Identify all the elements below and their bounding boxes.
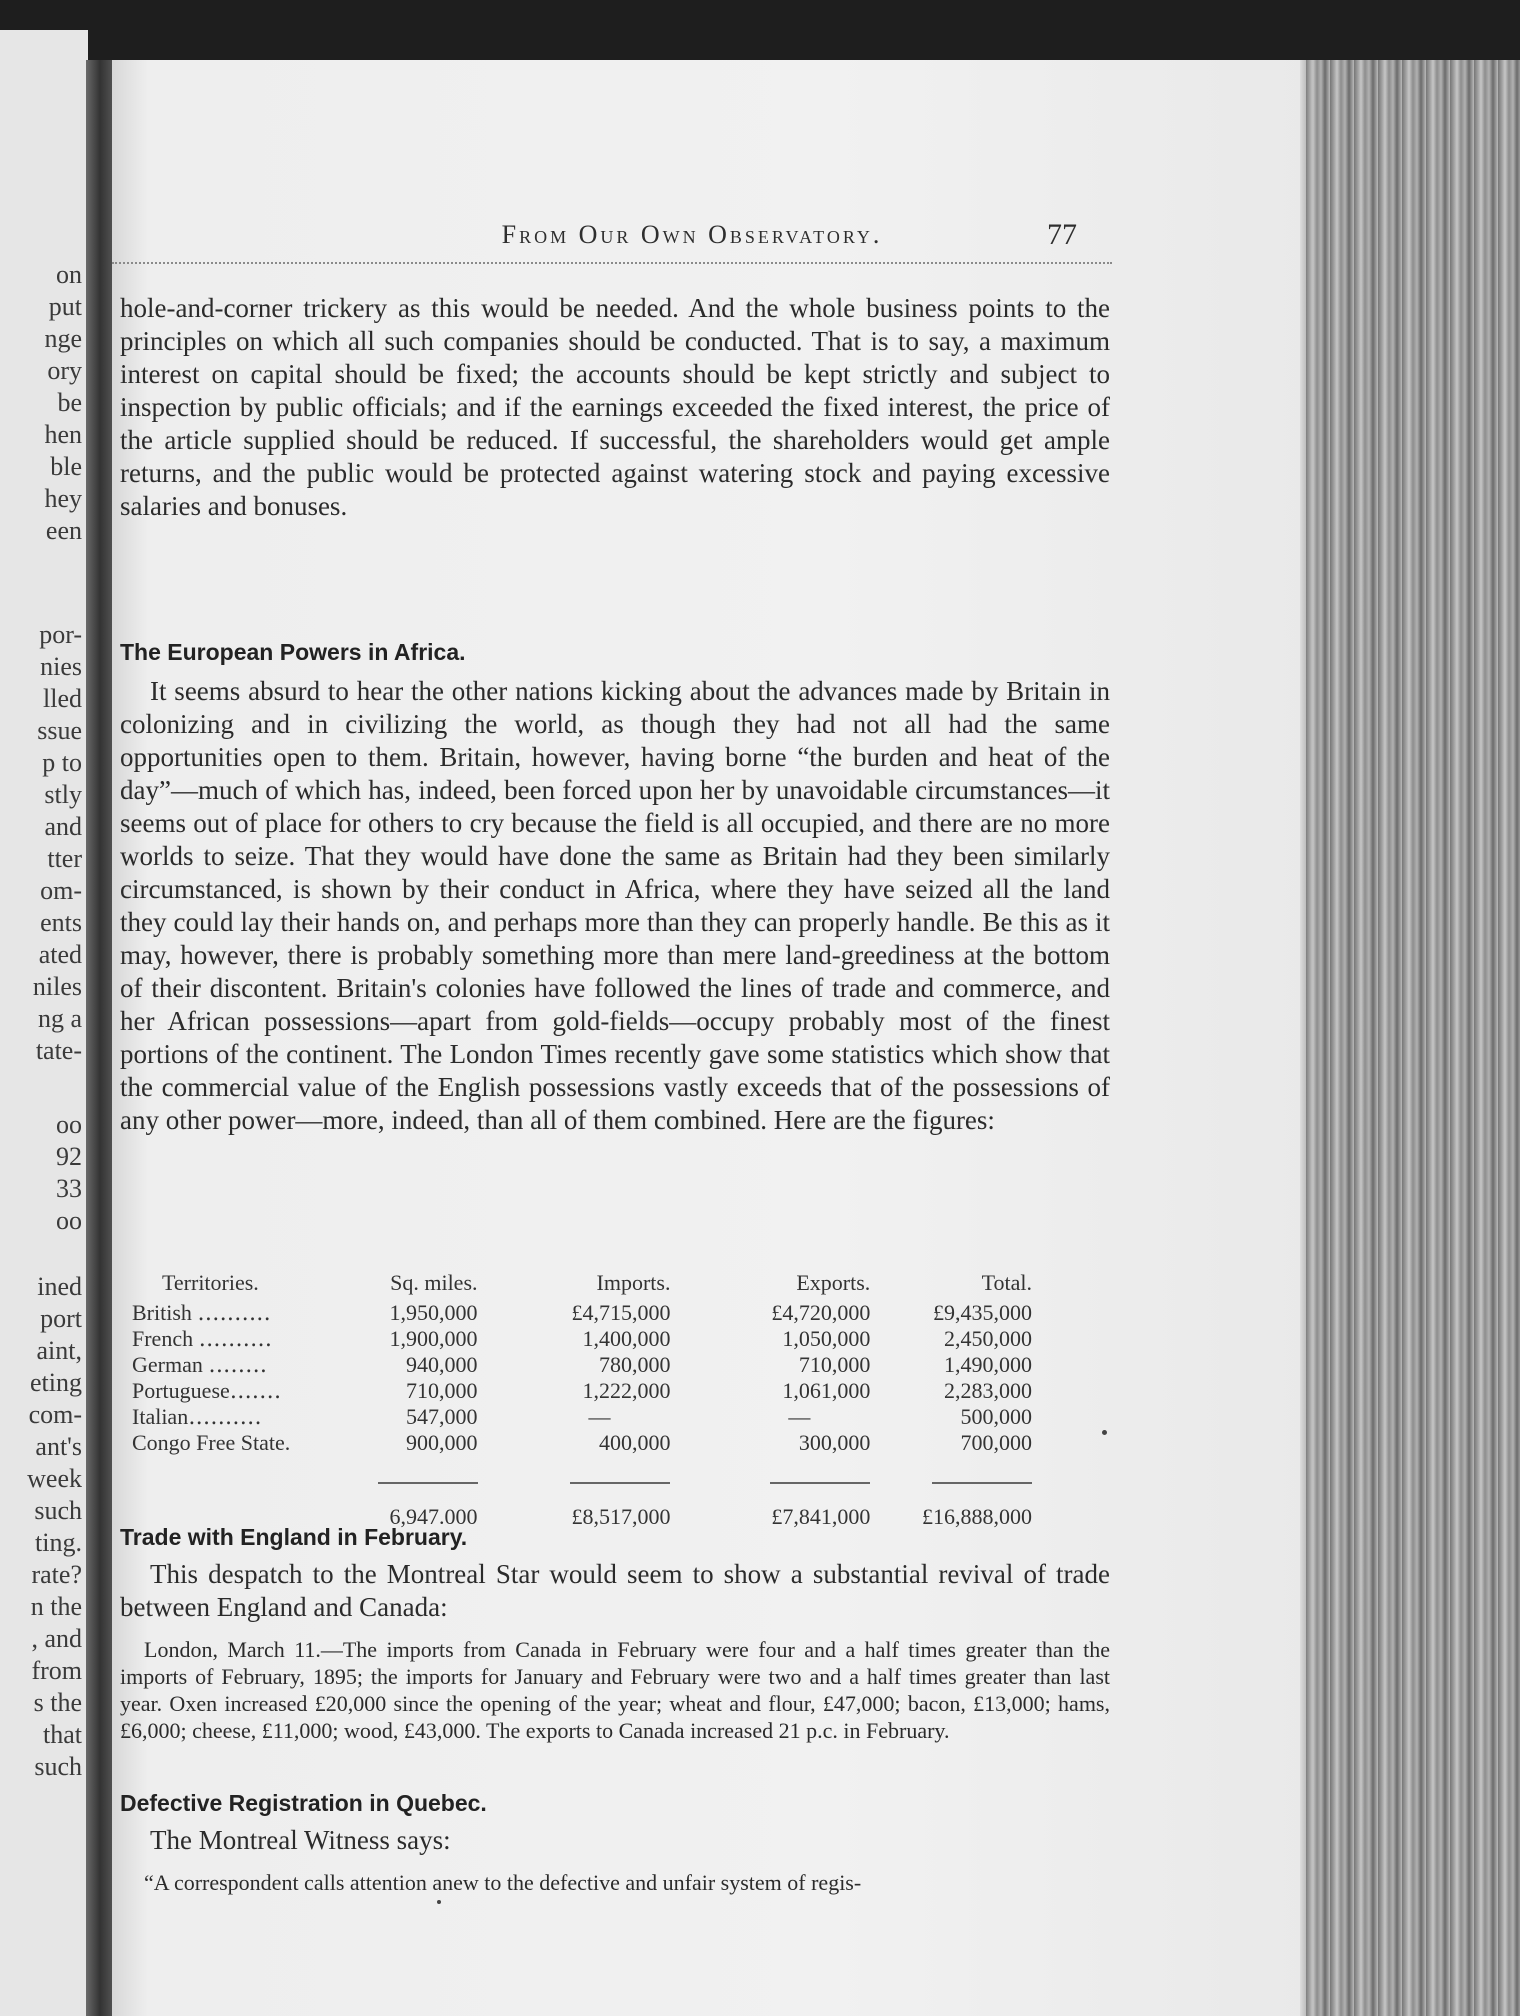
table-row	[132, 1378, 1032, 1404]
facing-page-text-fragment: ting.	[35, 1528, 82, 1557]
section-body: This despatch to the Montreal Star would seem to show a substantial revival of trade between England and Canada:	[120, 1559, 1110, 1622]
section-africa	[120, 637, 1110, 1137]
facing-page-fragment	[0, 30, 88, 2016]
table-cell: 900,000	[406, 1430, 478, 1455]
table-cell: 2,283,000	[944, 1378, 1032, 1403]
facing-page-text-fragment: p to	[42, 748, 82, 777]
table-cell: 710,000	[798, 1352, 871, 1377]
table-cell: 6,947.000	[389, 1504, 478, 1529]
facing-page-text-fragment: port	[40, 1304, 82, 1333]
table-rule-row	[132, 1456, 1032, 1490]
table-row	[132, 1430, 1032, 1456]
table-cell: 1,950,000	[389, 1300, 478, 1325]
sum-rule	[570, 1482, 670, 1484]
table-cell: 700,000	[960, 1430, 1032, 1455]
table-cell: £4,720,000	[771, 1300, 871, 1325]
facing-page-text-fragment: ssue	[37, 716, 82, 745]
page-number: 77	[1047, 218, 1077, 251]
table-header-row	[132, 1270, 1032, 1300]
table-cell: £4,715,000	[571, 1300, 671, 1325]
table-cell: £9,435,000	[933, 1300, 1032, 1325]
sum-rule	[770, 1482, 870, 1484]
header-rule	[112, 262, 1112, 264]
running-head: From Our Own Observatory.	[501, 220, 883, 249]
facing-page-text-fragment: ory	[47, 356, 82, 385]
col-header: Imports.	[596, 1270, 671, 1295]
table-cell: 1,222,000	[582, 1378, 671, 1403]
section-body: The Montreal Witness says:	[150, 1825, 451, 1855]
table-cell: 1,490,000	[944, 1352, 1032, 1377]
table-cell: £8,517,000	[571, 1504, 671, 1529]
table-cell: Portuguese․․․․․․․	[132, 1378, 282, 1403]
facing-page-text-fragment: from	[31, 1656, 82, 1685]
table-cell: 710,000	[406, 1378, 478, 1403]
facing-page-text-fragment: hen	[44, 420, 82, 449]
table-cell: 500,000	[960, 1404, 1032, 1429]
facing-page-text-fragment: eting	[30, 1368, 82, 1397]
sum-rule	[932, 1482, 1032, 1484]
facing-page-text-fragment: niles	[32, 972, 82, 1001]
facing-page-text-fragment: ble	[50, 452, 82, 481]
table-row	[132, 1404, 1032, 1430]
section-quote: London, March 11.—The imports from Canada in February were four and a half times greater than the imports of February, 1895; the imports for January and February were two and a half times greater than last year. Oxen increased £20,000 since the opening of the year; wheat and flour, £47,000; bacon, £13,000; hams, £6,000; cheese, £11,000; wood, £43,000. The exports to Canada increased 21 p.c. in February.	[120, 1637, 1110, 1743]
book-gutter	[86, 60, 114, 2016]
facing-page-text-fragment: such	[34, 1752, 82, 1781]
table-cell: 940,000	[406, 1352, 478, 1377]
table-cell: 1,061,000	[782, 1378, 871, 1403]
sum-rule	[378, 1482, 478, 1484]
table-cell: £7,841,000	[771, 1504, 871, 1529]
table-cell: 1,900,000	[389, 1326, 478, 1351]
table-row	[132, 1326, 1032, 1352]
facing-page-text-fragment: ng a	[37, 1004, 82, 1033]
facing-page-text-fragment: hey	[44, 484, 82, 513]
col-header: Exports.	[796, 1270, 871, 1295]
section-trade	[120, 1522, 1110, 1744]
facing-page-text-fragment: nge	[44, 324, 82, 353]
table-cell: —	[588, 1404, 611, 1429]
facing-page-text-fragment: oo	[56, 1206, 82, 1235]
section-quote: “A correspondent calls attention anew to the defective and unfair system of regis-	[144, 1870, 862, 1895]
table-cell: 1,400,000	[582, 1326, 671, 1351]
page-edges-stack	[1306, 60, 1520, 2016]
table-cell: 400,000	[598, 1430, 671, 1455]
facing-page-text-fragment: oo	[56, 1110, 82, 1139]
facing-page-text-fragment: ined	[37, 1272, 82, 1301]
section-heading: The European Powers in Africa.	[120, 639, 466, 665]
print-speck	[1102, 1430, 1107, 1435]
table-cell: French ․․․․․․․․․․	[132, 1326, 273, 1351]
table-cell: 1,050,000	[782, 1326, 871, 1351]
table-cell: 300,000	[798, 1430, 871, 1455]
table-cell: Congo Free State.	[132, 1430, 291, 1455]
facing-page-text-fragment: on	[56, 260, 82, 289]
table-row	[132, 1300, 1032, 1326]
intro-block	[120, 292, 1110, 523]
facing-page-text-fragment: een	[45, 516, 82, 545]
col-header: Total.	[981, 1270, 1032, 1295]
facing-page-text-fragment: n the	[30, 1592, 82, 1621]
table-cell: 547,000	[406, 1404, 478, 1429]
territories-table	[132, 1270, 1112, 1530]
section-registration	[120, 1788, 1110, 1896]
facing-page-text-fragment: that	[43, 1720, 82, 1749]
facing-page-text-fragment: lled	[43, 684, 82, 713]
facing-page-text-fragment: tter	[47, 844, 82, 873]
facing-page-text-fragment: ant's	[35, 1432, 82, 1461]
facing-page-text-fragment: aint,	[36, 1336, 82, 1365]
table-cell: —	[788, 1404, 811, 1429]
facing-page-text-fragment: tate-	[35, 1036, 82, 1065]
book-page	[112, 60, 1312, 2016]
col-header: Sq. miles.	[390, 1270, 478, 1295]
table-cell: 780,000	[598, 1352, 671, 1377]
section-heading: Trade with England in February.	[120, 1524, 468, 1550]
section-body: It seems absurd to hear the other nations kicking about the advances made by Britain in colonizing and in civilizing the world, as though they had not all had the same opportunities open to them. Britain, however, having borne “the burden and heat of the day”—much of which has, indeed, been forced upon her by unavoidable circumstances—it seems out of place for others to cry because the field is all occupied, and there are no more worlds to seize. That they would have done the same as Britain had they been similarly circumstanced, is shown by their conduct in Africa, where they have seized all the land they could lay their hands on, and perhaps more than they can properly handle. Be this as it may, however, there is probably something more than mere land-greediness at the bottom of their discontent. Britain's colonies have followed the lines of trade and commerce, and her African possessions—apart from gold-fields—occupy probably most of the finest portions of the continent. The London Times recently gave some statistics which show that the commercial value of the English possessions vastly exceeds that of the possessions of any other power—more, indeed, than all of them combined. Here are the figures:	[120, 676, 1110, 1135]
table-row	[132, 1352, 1032, 1378]
facing-page-text-fragment: rate?	[31, 1560, 82, 1589]
facing-page-text-fragment: por-	[39, 620, 82, 649]
facing-page-text-fragment: put	[48, 292, 82, 321]
facing-page-text-fragment: com-	[28, 1400, 82, 1429]
facing-page-text-fragment: nies	[40, 652, 82, 681]
facing-page-text-fragment: om-	[40, 876, 82, 905]
table-cell: British ․․․․․․․․․․	[132, 1300, 271, 1325]
facing-page-text-fragment: ated	[38, 940, 82, 969]
col-header: Territories.	[162, 1270, 259, 1295]
table-cell: German ․․․․․․․․	[132, 1352, 268, 1377]
table-cell: Italian․․․․․․․․․․	[132, 1404, 262, 1429]
facing-page-text-fragment: 33	[56, 1174, 82, 1203]
facing-page-text-fragment: and	[44, 812, 82, 841]
facing-page-text-fragment: 92	[56, 1142, 82, 1171]
facing-page-text-fragment: s the	[33, 1688, 82, 1717]
facing-page-text-fragment: such	[34, 1496, 82, 1525]
table-cell: £16,888,000	[922, 1504, 1032, 1529]
facing-page-text-fragment: stly	[44, 780, 82, 809]
table-cell: 2,450,000	[944, 1326, 1032, 1351]
facing-page-text-fragment: ents	[40, 908, 82, 937]
print-speck	[437, 1900, 441, 1904]
facing-page-text-fragment: , and	[31, 1624, 82, 1653]
facing-page-text-fragment: week	[27, 1464, 82, 1493]
intro-paragraph: hole-and-corner trickery as this would be needed. And the whole business points to the principles on which all such companies should be conducted. That is to say, a maximum interest on capital should be fixed; the accounts should be kept strictly and subject to inspection by public officials; and if the earnings exceeded the fixed interest, the price of the article supplied should be reduced. If successful, the shareholders would get ample returns, and the public would be protected against watering stock and paying excessive salaries and bonuses.	[120, 293, 1110, 521]
section-heading: Defective Registration in Quebec.	[120, 1790, 487, 1816]
facing-page-text-fragment: be	[57, 388, 82, 417]
